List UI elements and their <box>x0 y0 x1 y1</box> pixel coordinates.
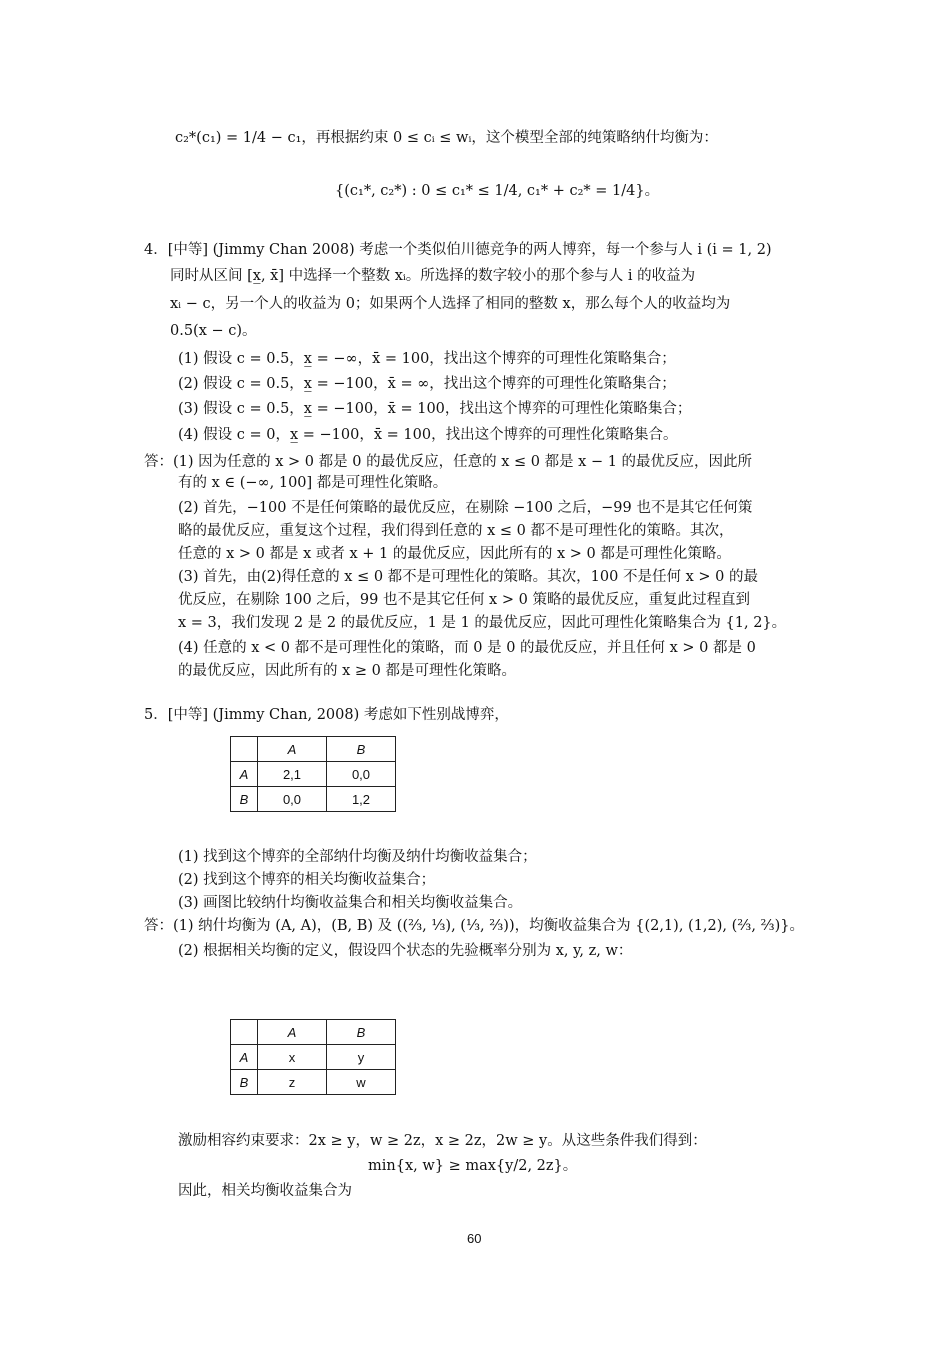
q4-answer-line-4: 略的最优反应，重复这个过程，我们得到任意的 x ≤ 0 都不是可理性化的策略。其次， <box>178 523 734 539</box>
constraint-line-3: 因此，相关均衡收益集合为 <box>178 1183 352 1199</box>
q5-part-2: (2) 找到这个博弈的相关均衡收益集合； <box>178 872 436 888</box>
q4-answer-line-9: (4) 任意的 x < 0 都不是可理性化的策略，而 0 是 0 的最优反应，并且任何 x > 0 都是 0 <box>178 640 756 656</box>
constraint-line-2: min{x, w} ≥ max{y/2, 2z}。 <box>368 1158 578 1174</box>
q5-line-1: 5．[中等] (Jimmy Chan, 2008) 考虑如下性别战博弈， <box>144 707 509 723</box>
probability-matrix <box>230 1019 396 1095</box>
q4-part-4: (4) 假设 c = 0，x̲ = −100，x̄ = 100，找出这个博弈的可理性化策略集合。 <box>178 427 678 443</box>
table-row <box>231 1020 396 1045</box>
table-cell: z <box>258 1070 327 1095</box>
row-header-cell: A <box>231 762 258 787</box>
table-row <box>231 762 396 787</box>
q4-answer-line-6: (3) 首先，由(2)得任意的 x ≤ 0 都不是可理性化的策略。其次，100 不是任何 x > 0 的最 <box>178 569 758 585</box>
q4-answer-line-2: 有的 x ∈ (−∞, 100] 都是可理性化策略。 <box>178 475 448 491</box>
table-row <box>231 1045 396 1070</box>
q4-answer-line-10: 的最优反应，因此所有的 x ≥ 0 都是可理性化策略。 <box>178 663 516 679</box>
top-line-2: {(c₁*, c₂*) : 0 ≤ c₁* ≤ 1/4, c₁* + c₂* = 1/4}。 <box>335 183 660 199</box>
table-row <box>231 737 396 762</box>
table-cell: 1,2 <box>327 787 396 812</box>
q4-part-3: (3) 假设 c = 0.5，x̲ = −100，x̄ = 100，找出这个博弈的可理性化策略集合； <box>178 401 692 417</box>
table-header-cell: A <box>258 737 327 762</box>
q4-answer-line-3: (2) 首先，−100 不是任何策略的最优反应，在剔除 −100 之后，−99 也不是其它任何策 <box>178 500 753 516</box>
q4-line-1: 4．[中等] (Jimmy Chan 2008) 考虑一个类似伯川德竞争的两人博弈，每一个参与人 i (i = 1, 2) <box>144 242 772 258</box>
table-cell: 0,0 <box>258 787 327 812</box>
q4-part-1: (1) 假设 c = 0.5，x̲ = −∞，x̄ = 100，找出这个博弈的可理性化策略集合； <box>178 351 676 367</box>
q4-answer-line-7: 优反应，在剔除 100 之后，99 也不是其它任何 x > 0 策略的最优反应，重复此过程直到 <box>178 592 750 608</box>
q4-answer-line-5: 任意的 x > 0 都是 x 或者 x + 1 的最优反应，因此所有的 x > 0 都是可理性化策略。 <box>178 546 731 562</box>
table-cell: 0,0 <box>327 762 396 787</box>
table-cell <box>231 1020 258 1045</box>
table-cell <box>231 737 258 762</box>
table-header-cell: B <box>327 737 396 762</box>
table-header-cell: A <box>258 1020 327 1045</box>
q4-line-2: 同时从区间 [x̲, x̄] 中选择一个整数 xᵢ。所选择的数字较小的那个参与人 i 的收益为 <box>170 268 696 284</box>
table-cell: x <box>258 1045 327 1070</box>
table-cell: y <box>327 1045 396 1070</box>
q5-part-1: (1) 找到这个博弈的全部纳什均衡及纳什均衡收益集合； <box>178 849 537 865</box>
q5-answer-2: (2) 根据相关均衡的定义，假设四个状态的先验概率分别为 x, y, z, w： <box>178 943 633 959</box>
row-header-cell: A <box>231 1045 258 1070</box>
constraint-line-1: 激励相容约束要求：2x ≥ y，w ≥ 2z，x ≥ 2z，2w ≥ y。从这些条件我们得到： <box>178 1133 707 1149</box>
table-row <box>231 787 396 812</box>
table-row <box>231 1070 396 1095</box>
q5-part-3: (3) 画图比较纳什均衡收益集合和相关均衡收益集合。 <box>178 895 523 911</box>
q5-answer-1: 答：(1) 纳什均衡为 (A, A)，(B, B) 及 ((⅔, ⅓), (⅓, ⅔))，均衡收益集合为 {(2,1), (1,2), (⅔, ⅔)}。 <box>144 918 804 934</box>
q4-line-4: 0.5(x − c)。 <box>170 323 257 339</box>
table-cell: 2,1 <box>258 762 327 787</box>
table-cell: w <box>327 1070 396 1095</box>
q4-part-2: (2) 假设 c = 0.5，x̲ = −100，x̄ = ∞，找出这个博弈的可理性化策略集合； <box>178 376 676 392</box>
top-line-1: c₂*(c₁) = 1/4 − c₁，再根据约束 0 ≤ cᵢ ≤ wᵢ，这个模型全部的纯策略纳什均衡为： <box>175 130 718 146</box>
q4-answer-line-8: x = 3，我们发现 2 是 2 的最优反应，1 是 1 的最优反应，因此可理性化策略集合为 {1, 2}。 <box>178 615 787 631</box>
payoff-matrix <box>230 736 396 812</box>
table-header-cell: B <box>327 1020 396 1045</box>
q4-answer-line-1: 答：(1) 因为任意的 x > 0 都是 0 的最优反应，任意的 x ≤ 0 都是 x − 1 的最优反应，因此所 <box>144 454 753 470</box>
page-number: 60 <box>467 1231 482 1246</box>
q4-line-3: xᵢ − c，另一个人的收益为 0；如果两个人选择了相同的整数 x，那么每个人的收益均为 <box>170 296 731 312</box>
row-header-cell: B <box>231 1070 258 1095</box>
row-header-cell: B <box>231 787 258 812</box>
